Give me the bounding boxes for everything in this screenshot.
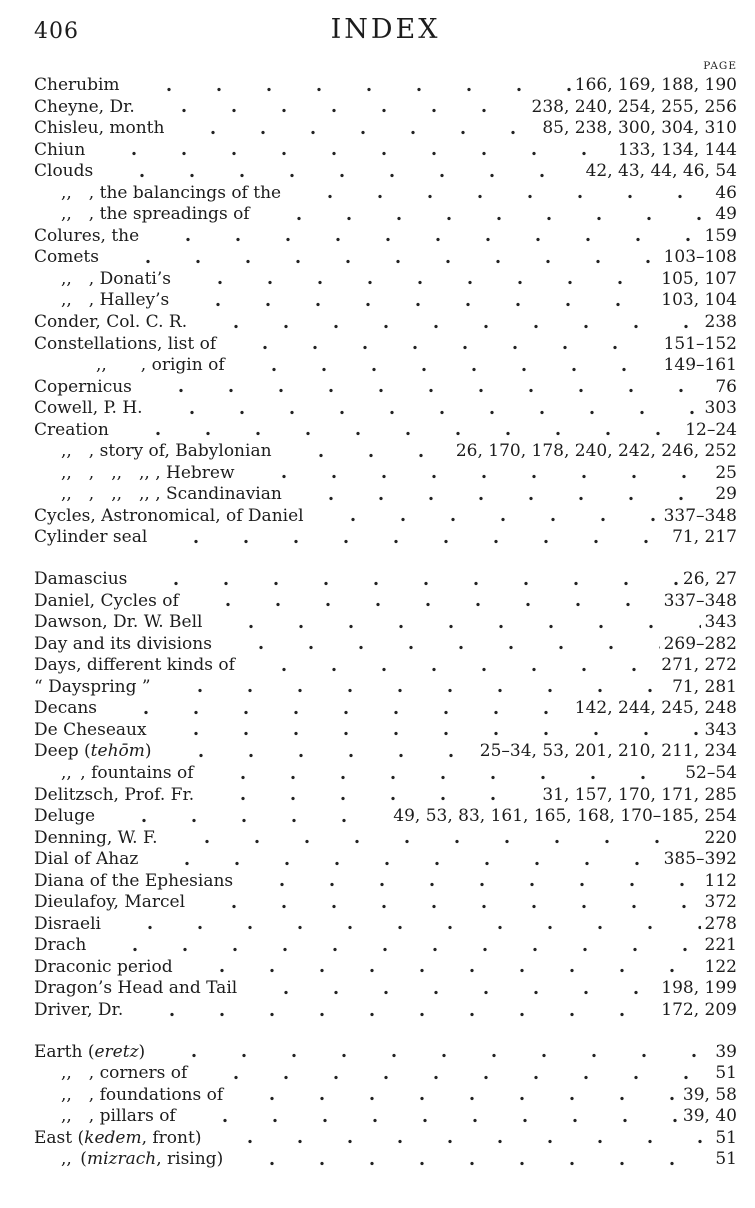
- entry-term: ,, , the spreadings of: [61, 204, 250, 225]
- entry-pages: 221: [704, 935, 737, 956]
- index-entry: [34, 140, 737, 162]
- dot-leader: [214, 612, 700, 634]
- entry-term: Draconic period: [34, 956, 173, 977]
- page-header: [34, 10, 737, 45]
- entry-pages: 142, 244, 245, 248: [574, 698, 737, 719]
- entry-term: ,, , origin of: [96, 355, 225, 376]
- index-entry: [34, 161, 737, 183]
- dot-leader: [199, 312, 700, 334]
- index-entry: [34, 204, 737, 226]
- entry-pages: 343: [704, 719, 737, 740]
- dot-leader: [228, 334, 659, 356]
- entry-term: Cheyne, Dr.: [34, 96, 135, 117]
- dot-leader: [237, 355, 660, 377]
- index-entry: [34, 741, 737, 763]
- dot-leader: [139, 569, 679, 591]
- entry-pages: 149–161: [663, 355, 737, 376]
- dot-leader: [235, 1085, 679, 1107]
- entry-pages: 26, 27: [682, 569, 737, 590]
- entry-term: Clouds: [34, 161, 94, 182]
- index-entry: [34, 763, 737, 785]
- index-entry: [34, 591, 737, 613]
- dot-leader: [170, 828, 701, 850]
- index-entry: [34, 828, 737, 850]
- dot-leader: [235, 1149, 711, 1171]
- entry-term: Driver, Dr.: [34, 999, 124, 1020]
- entry-pages: 51: [715, 1149, 737, 1170]
- index-entry: [34, 1085, 737, 1107]
- dot-leader: [107, 806, 389, 828]
- index-entry: [34, 914, 737, 936]
- entry-pages: 159: [704, 225, 737, 246]
- entry-term: Decans: [34, 698, 98, 719]
- dot-leader: [150, 849, 659, 871]
- index-entry: [34, 247, 737, 269]
- dot-leader: [199, 1063, 711, 1085]
- entry-pages: 29: [715, 484, 737, 505]
- entry-term: Drach: [34, 935, 87, 956]
- dot-leader: [159, 527, 668, 549]
- entry-pages: 85, 238, 300, 304, 310: [542, 118, 737, 139]
- entry-pages: 385–392: [663, 849, 737, 870]
- index-entry: [34, 398, 737, 420]
- index-entry: [34, 463, 737, 485]
- index-entry: [34, 849, 737, 871]
- index-entry: [34, 655, 737, 677]
- entry-term: ,, , ,, ,, , Hebrew: [61, 462, 235, 483]
- entry-term: Dawson, Dr. W. Bell: [34, 612, 203, 633]
- dot-leader: [151, 226, 700, 248]
- dot-leader: [316, 506, 660, 528]
- dot-leader: [197, 892, 701, 914]
- index-entry: [34, 677, 737, 699]
- entry-pages: 49, 53, 83, 161, 165, 168, 170–185, 254: [393, 806, 737, 827]
- dot-leader: [181, 290, 657, 312]
- index-entry: [34, 183, 737, 205]
- index-entry: [34, 290, 737, 312]
- entry-term: Creation: [34, 419, 109, 440]
- dot-leader: [109, 698, 571, 720]
- dot-leader: [293, 183, 711, 205]
- entry-term: Deep (tehōm): [34, 741, 152, 762]
- index-entry: [34, 75, 737, 97]
- dot-leader: [247, 655, 657, 677]
- index-entry: [34, 698, 737, 720]
- entry-term: ,, , pillars of: [61, 1106, 176, 1127]
- index-entry: [34, 720, 737, 742]
- index-entry: [34, 892, 737, 914]
- entry-pages: 372: [704, 892, 737, 913]
- dot-leader: [147, 97, 528, 119]
- index-entry: [34, 269, 737, 291]
- entry-pages: 238: [704, 312, 737, 333]
- entry-pages: 52–54: [685, 762, 737, 783]
- entry-term: De Cheseaux: [34, 719, 147, 740]
- index-entry: [34, 420, 737, 442]
- dot-leader: [294, 484, 712, 506]
- entry-term: Colures, the: [34, 225, 140, 246]
- entry-pages: 198, 199: [661, 978, 737, 999]
- dot-leader: [188, 1106, 679, 1128]
- entry-term: ,, , corners of: [61, 1063, 188, 1084]
- entry-term: Day and its divisions: [34, 633, 212, 654]
- dot-leader: [113, 914, 701, 936]
- dot-leader: [191, 591, 660, 613]
- entry-term: ,, (mizrach, rising): [61, 1149, 224, 1170]
- entry-pages: 71, 281: [672, 676, 737, 697]
- index-entry: [34, 1000, 737, 1022]
- entry-pages: 39, 40: [682, 1106, 737, 1127]
- index-entry: [34, 612, 737, 634]
- dot-leader: [185, 957, 701, 979]
- dot-leader: [105, 161, 581, 183]
- dot-leader: [249, 978, 657, 1000]
- index-entry: [34, 355, 737, 377]
- page-number: 406: [34, 19, 79, 44]
- entry-pages: 133, 134, 144: [618, 139, 737, 160]
- index-entries: [34, 75, 737, 1171]
- entry-pages: 122: [704, 956, 737, 977]
- entry-term: Copernicus: [34, 376, 132, 397]
- entry-pages: 172, 209: [661, 999, 737, 1020]
- entry-pages: 51: [715, 1063, 737, 1084]
- entry-term: ,, , Donati’s: [61, 268, 171, 289]
- entry-term: Denning, W. F.: [34, 827, 158, 848]
- index-entry: [34, 1149, 737, 1171]
- entry-term: Constellations, list of: [34, 333, 217, 354]
- entry-pages: 271, 272: [661, 655, 737, 676]
- index-entry: [34, 957, 737, 979]
- dot-leader: [224, 634, 660, 656]
- entry-pages: 103, 104: [661, 290, 737, 311]
- dot-leader: [144, 377, 711, 399]
- entry-term: Days, different kinds of: [34, 655, 235, 676]
- entry-pages: 71, 217: [672, 527, 737, 548]
- entry-term: Deluge: [34, 806, 96, 827]
- entry-term: Dial of Ahaz: [34, 849, 139, 870]
- dot-leader: [164, 741, 476, 763]
- index-entry: [34, 97, 737, 119]
- entry-term: Cycles, Astronomical, of Daniel: [34, 505, 304, 526]
- index-entry: [34, 935, 737, 957]
- entry-pages: 105, 107: [661, 268, 737, 289]
- index-entry: [34, 569, 737, 591]
- dot-leader: [284, 441, 452, 463]
- entry-term: ,, , Halley’s: [61, 290, 170, 311]
- entry-pages: 26, 170, 178, 240, 242, 246, 252: [455, 441, 737, 462]
- dot-leader: [121, 420, 681, 442]
- dot-leader: [245, 871, 700, 893]
- index-entry: [34, 312, 737, 334]
- dot-leader: [206, 763, 682, 785]
- index-entry: [34, 1106, 737, 1128]
- entry-pages: 337–348: [663, 590, 737, 611]
- entry-term: Damascius: [34, 569, 128, 590]
- index-entry: [34, 226, 737, 248]
- entry-pages: 39, 58: [682, 1084, 737, 1105]
- entry-pages: 25: [715, 462, 737, 483]
- index-entry: [34, 1042, 737, 1064]
- entry-term: ,, , foundations of: [61, 1084, 224, 1105]
- entry-pages: 220: [704, 827, 737, 848]
- dot-leader: [132, 75, 571, 97]
- dot-leader: [98, 935, 700, 957]
- entry-pages: 103–108: [663, 247, 737, 268]
- dot-leader: [206, 785, 538, 807]
- entry-pages: 46: [715, 182, 737, 203]
- entry-pages: 51: [715, 1127, 737, 1148]
- entry-term: Daniel, Cycles of: [34, 590, 179, 611]
- entry-term: Dragon’s Head and Tail: [34, 978, 238, 999]
- entry-term: ,, , fountains of: [61, 762, 194, 783]
- entry-term: Dieulafoy, Marcel: [34, 892, 186, 913]
- entry-pages: 39: [715, 1041, 737, 1062]
- index-entry: [34, 1128, 737, 1150]
- entry-term: Chiun: [34, 139, 86, 160]
- entry-pages: 112: [704, 870, 737, 891]
- index-entry: [34, 506, 737, 528]
- entry-pages: 303: [704, 398, 737, 419]
- entry-pages: 269–282: [663, 633, 737, 654]
- page-column-label: PAGE: [703, 60, 737, 72]
- entry-pages: 166, 169, 188, 190: [574, 75, 737, 95]
- dot-leader: [111, 247, 660, 269]
- entry-term: ,, , story of, Babylonian: [61, 441, 272, 462]
- dot-leader: [262, 204, 712, 226]
- dot-leader: [163, 677, 669, 699]
- entry-term: ,, , ,, ,, , Scandinavian: [61, 484, 282, 505]
- entry-pages: 12–24: [685, 419, 737, 440]
- entry-pages: 31, 157, 170, 171, 285: [542, 784, 737, 805]
- index-entry: [34, 806, 737, 828]
- entry-term: Cowell, P. H.: [34, 398, 143, 419]
- entry-pages: 42, 43, 44, 46, 54: [585, 161, 737, 182]
- index-entry: [34, 634, 737, 656]
- index-entry: [34, 527, 737, 549]
- index-entry: [34, 441, 737, 463]
- page-title: INDEX: [330, 14, 441, 45]
- index-entry: [34, 785, 737, 807]
- index-entry: [34, 118, 737, 140]
- entry-term: Delitzsch, Prof. Fr.: [34, 784, 195, 805]
- entry-term: Disraeli: [34, 913, 101, 934]
- entry-term: Conder, Col. C. R.: [34, 312, 188, 333]
- entry-term: Cylinder seal: [34, 527, 148, 548]
- entry-term: East (kedem, front): [34, 1127, 202, 1148]
- entry-term: Earth (eretz): [34, 1041, 146, 1062]
- dot-leader: [155, 398, 701, 420]
- dot-leader: [247, 463, 712, 485]
- entry-pages: 343: [704, 612, 737, 633]
- entry-term: Cherubim: [34, 75, 120, 95]
- dot-leader: [97, 140, 614, 162]
- dot-leader: [159, 720, 701, 742]
- entry-pages: 25–34, 53, 201, 210, 211, 234: [479, 741, 737, 762]
- entry-pages: 337–348: [663, 505, 737, 526]
- entry-term: Comets: [34, 247, 99, 268]
- dot-leader: [213, 1128, 711, 1150]
- entry-pages: 151–152: [663, 333, 737, 354]
- dot-leader: [183, 269, 657, 291]
- index-entry: [34, 377, 737, 399]
- entry-term: “ Dayspring ”: [34, 676, 151, 697]
- dot-leader: [135, 1000, 657, 1022]
- entry-pages: 278: [704, 913, 737, 934]
- index-entry: [34, 978, 737, 1000]
- entry-pages: 49: [715, 204, 737, 225]
- entry-pages: 238, 240, 254, 255, 256: [531, 96, 737, 117]
- index-entry: [34, 1063, 737, 1085]
- entry-term: Diana of the Ephesians: [34, 870, 234, 891]
- dot-leader: [176, 118, 538, 140]
- entry-term: Chisleu, month: [34, 118, 165, 139]
- index-entry: [34, 334, 737, 356]
- entry-term: ,, , the balancings of the: [61, 182, 282, 203]
- dot-leader: [157, 1042, 711, 1064]
- index-entry: [34, 871, 737, 893]
- index-entry: [34, 484, 737, 506]
- entry-pages: 76: [715, 376, 737, 397]
